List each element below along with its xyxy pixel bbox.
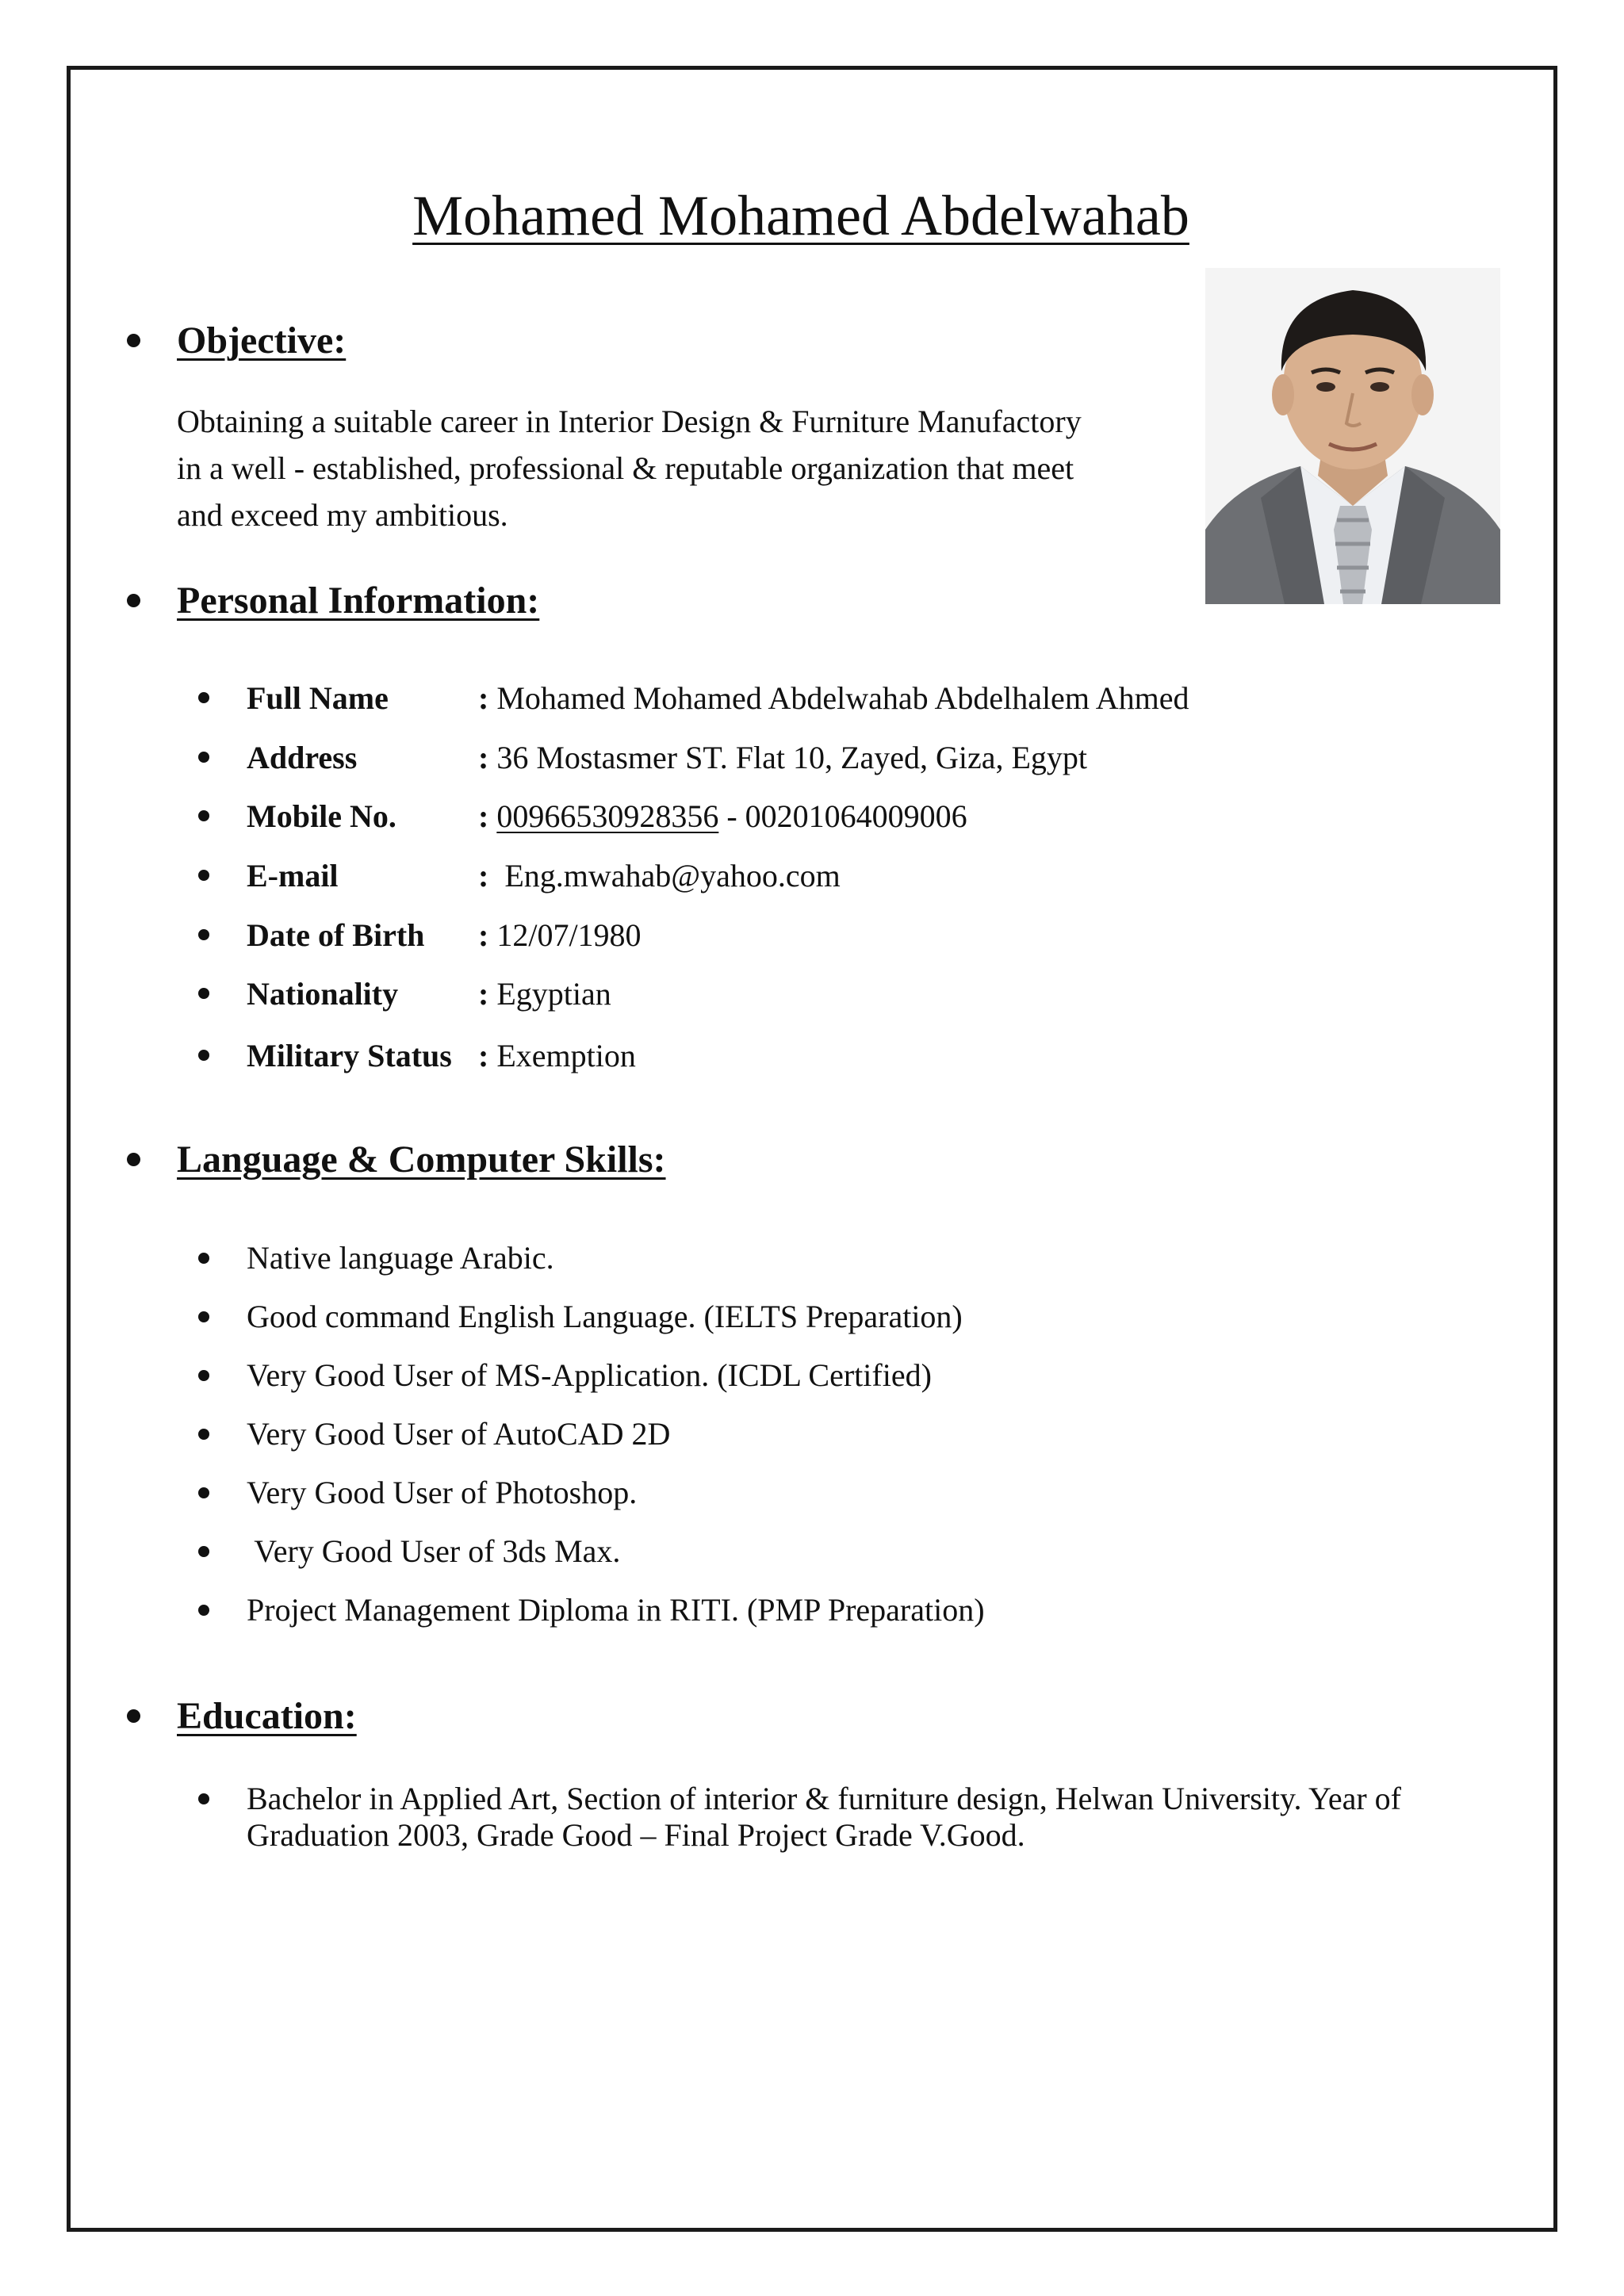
- education-heading: [127, 1692, 357, 1739]
- objective-line: in a well - established, professional & reputable organization that meet: [177, 450, 1074, 486]
- skill-item: [198, 1299, 963, 1335]
- bullet-icon: [198, 870, 209, 881]
- info-value: 36 Mostasmer ST. Flat 10, Zayed, Giza, Egypt: [496, 739, 1088, 775]
- skill-text: Good command English Language. (IELTS Preparation): [247, 1299, 963, 1334]
- info-label: E-mail: [247, 857, 339, 894]
- info-value: 12/07/1980: [496, 916, 642, 953]
- profile-photo: [1205, 268, 1500, 604]
- skill-text: Very Good User of Photoshop.: [247, 1475, 638, 1510]
- bullet-icon: [198, 752, 209, 763]
- info-value: Egyptian: [496, 975, 611, 1012]
- info-row-date-of-birth: [198, 913, 642, 957]
- skills-title: Language & Computer Skills:: [177, 1138, 666, 1181]
- info-row-nationality: [198, 971, 611, 1016]
- bullet-icon: [127, 1709, 140, 1723]
- info-row-full-name: [198, 675, 1189, 720]
- info-label: Full Name: [247, 679, 389, 716]
- info-label: Date of Birth: [247, 916, 425, 953]
- bullet-icon: [127, 334, 140, 347]
- objective-line: and exceed my ambitious.: [177, 497, 508, 533]
- skill-item: [198, 1240, 554, 1276]
- info-label: Nationality: [247, 975, 399, 1012]
- objective-text: [177, 398, 1160, 538]
- bullet-icon: [198, 692, 209, 703]
- bullet-icon: [198, 1793, 209, 1804]
- candidate-name: [0, 181, 1602, 251]
- info-label: Mobile No.: [247, 798, 396, 834]
- skill-item: [198, 1533, 620, 1570]
- info-colon: :: [478, 975, 489, 1012]
- education-text: Bachelor in Applied Art, Section of interior & furniture design, Helwan University. Year of Graduation 2003, Grade Good – Final Project Grade V.Good.: [247, 1781, 1401, 1853]
- info-value: Exemption: [496, 1037, 636, 1073]
- bullet-icon: [198, 988, 209, 999]
- candidate-name-text: Mohamed Mohamed Abdelwahab: [412, 184, 1189, 247]
- skill-text: Native language Arabic.: [247, 1240, 554, 1276]
- skill-item: [198, 1592, 985, 1628]
- personal-info-heading: [127, 576, 539, 624]
- skill-text: Project Management Diploma in RITI. (PMP Preparation): [247, 1592, 985, 1628]
- profile-photo-graphic: [1205, 268, 1500, 604]
- bullet-icon: [198, 1253, 209, 1264]
- skill-item: [198, 1416, 670, 1452]
- bullet-icon: [198, 1429, 209, 1440]
- info-colon: :: [478, 679, 489, 716]
- info-label: Military Status: [247, 1037, 452, 1073]
- bullet-icon: [198, 1487, 209, 1498]
- objective-heading: [127, 316, 346, 364]
- education-item: [198, 1781, 1507, 1854]
- email-value: Eng.mwahab@yahoo.com: [496, 857, 841, 894]
- bullet-icon: [198, 1370, 209, 1381]
- info-colon: :: [478, 916, 489, 953]
- bullet-icon: [198, 1050, 209, 1061]
- info-row-email: [198, 853, 841, 897]
- bullet-icon: [198, 1546, 209, 1557]
- bullet-icon: [198, 1311, 209, 1322]
- info-row-address: [198, 735, 1087, 779]
- objective-title: Objective:: [177, 319, 347, 362]
- education-title: Education:: [177, 1694, 357, 1737]
- skill-item: [198, 1357, 932, 1394]
- skill-text: Very Good User of 3ds Max.: [247, 1533, 621, 1569]
- mobile-number-link[interactable]: 00966530928356: [496, 798, 719, 834]
- personal-info-title: Personal Information:: [177, 579, 540, 622]
- info-value: Mohamed Mohamed Abdelwahab Abdelhalem Ahmed: [496, 679, 1189, 716]
- info-value: - 00201064009006: [718, 798, 967, 834]
- info-colon: :: [478, 857, 489, 894]
- info-colon: :: [478, 1037, 489, 1073]
- bullet-icon: [198, 1605, 209, 1616]
- info-colon: :: [478, 739, 489, 775]
- objective-line: Obtaining a suitable career in Interior Design & Furniture Manufactory: [177, 404, 1082, 439]
- info-row-military-status: [198, 1033, 636, 1077]
- skills-heading: [127, 1135, 666, 1183]
- info-row-mobile: [198, 794, 967, 838]
- bullet-icon: [198, 929, 209, 940]
- skill-text: Very Good User of AutoCAD 2D: [247, 1416, 671, 1452]
- info-colon: :: [478, 798, 489, 834]
- skill-text: Very Good User of MS-Application. (ICDL Certified): [247, 1357, 932, 1393]
- skill-item: [198, 1475, 637, 1511]
- bullet-icon: [198, 810, 209, 821]
- bullet-icon: [127, 594, 140, 607]
- info-label: Address: [247, 739, 358, 775]
- bullet-icon: [127, 1153, 140, 1166]
